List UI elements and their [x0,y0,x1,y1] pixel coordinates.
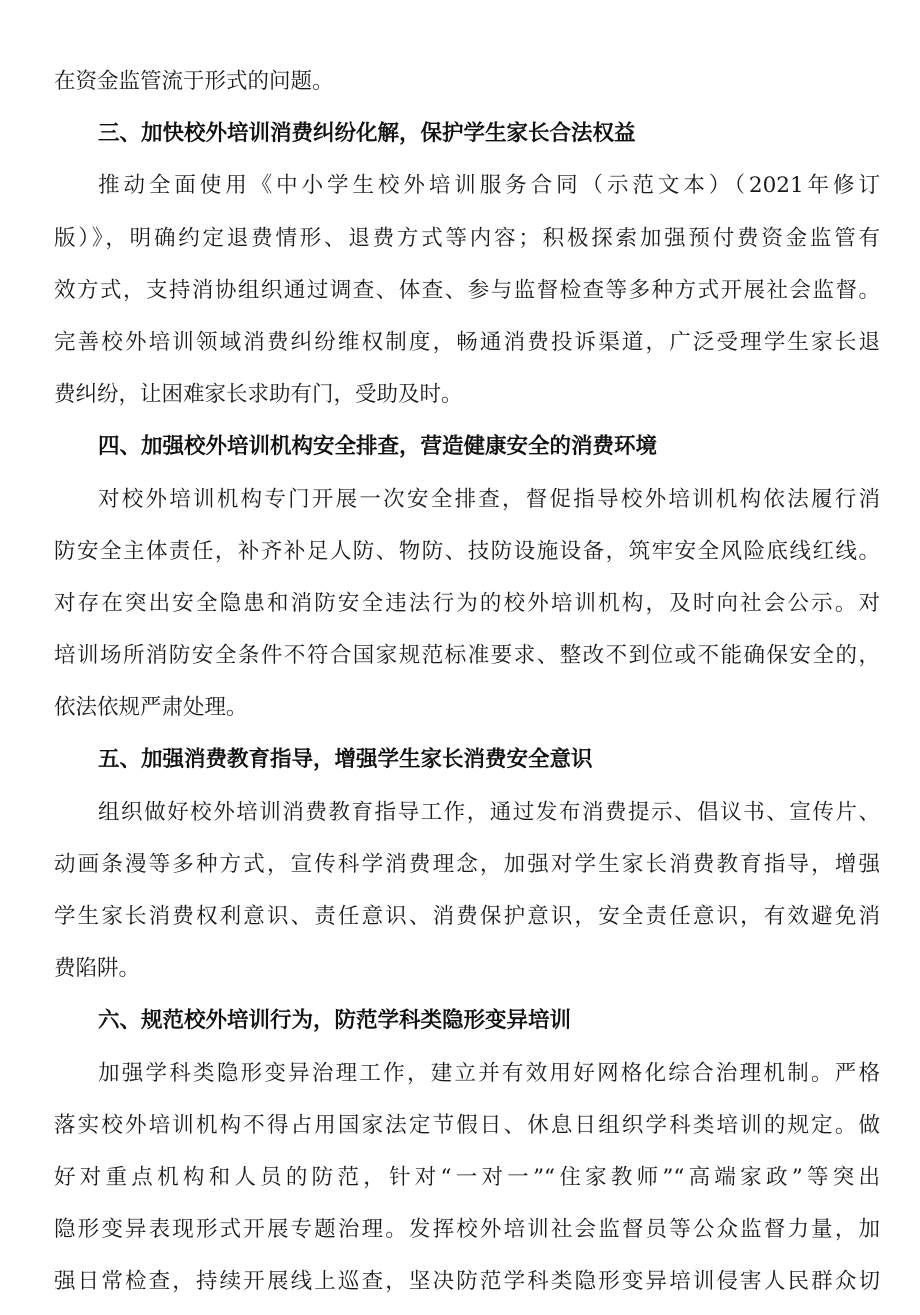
section-heading-3: 三、加快校外培训消费纠纷化解，保护学生家长合法权益 [98,121,636,147]
text-line: 好对重点机构和人员的防范，针对“一对一”“住家教师”“高端家政”等突出 [54,1164,880,1190]
text-line: 加强学科类隐形变异治理工作，建立并有效用好网格化综合治理机制。严格 [98,1060,880,1086]
text-line: 培训场所消防安全条件不符合国家规范标准要求、整改不到位或不能确保安全的， [54,643,880,669]
section-heading-6: 六、规范校外培训行为，防范学科类隐形变异培训 [98,1008,572,1034]
text-line: 版）》，明确约定退费情形、退费方式等内容；积极探索加强预付费资金监管有 [54,225,880,251]
document-body [54,62,880,1315]
text-line: 防安全主体责任，补齐补足人防、物防、技防设施设备，筑牢安全风险底线红线。 [54,538,880,564]
text-line: 强日常检查，持续开展线上巡查，坚决防范学科类隐形变异培训侵害人民群众切 [54,1269,880,1295]
section-heading-5: 五、加强消费教育指导，增强学生家长消费安全意识 [98,747,593,773]
text-line: 效方式，支持消协组织通过调查、体查、参与监督检查等多种方式开展社会监督。 [54,277,880,303]
text-line: 在资金监管流于形式的问题。 [54,69,334,94]
text-line: 隐形变异表现形式开展专题治理。发挥校外培训社会监督员等公众监督力量，加 [54,1217,880,1243]
text-line: 对校外培训机构专门开展一次安全排查，督促指导校外培训机构依法履行消 [98,486,880,512]
text-line: 费陷阱。 [54,956,141,982]
text-line: 费纠纷，让困难家长求助有门，受助及时。 [54,382,463,408]
text-line: 动画条漫等多种方式，宣传科学消费理念，加强对学生家长消费教育指导，增强 [54,851,880,877]
text-line: 依法依规严肃处理。 [54,695,248,721]
text-line: 组织做好校外培训消费教育指导工作，通过发布消费提示、倡议书、宣传片、 [98,799,880,825]
text-line: 对存在突出安全隐患和消防安全违法行为的校外培训机构，及时向社会公示。对 [54,590,880,616]
text-line: 学生家长消费权利意识、责任意识、消费保护意识，安全责任意识，有效避免消 [54,904,880,929]
text-line: 完善校外培训领域消费纠纷维权制度，畅通消费投诉渠道，广泛受理学生家长退 [54,329,880,355]
text-line: 落实校外培训机构不得占用国家法定节假日、休息日组织学科类培训的规定。做 [54,1112,880,1138]
section-heading-4: 四、加强校外培训机构安全排查，营造健康安全的消费环境 [98,434,658,460]
text-line: 推动全面使用《中小学生校外培训服务合同（示范文本）（2021年修订 [98,173,880,199]
